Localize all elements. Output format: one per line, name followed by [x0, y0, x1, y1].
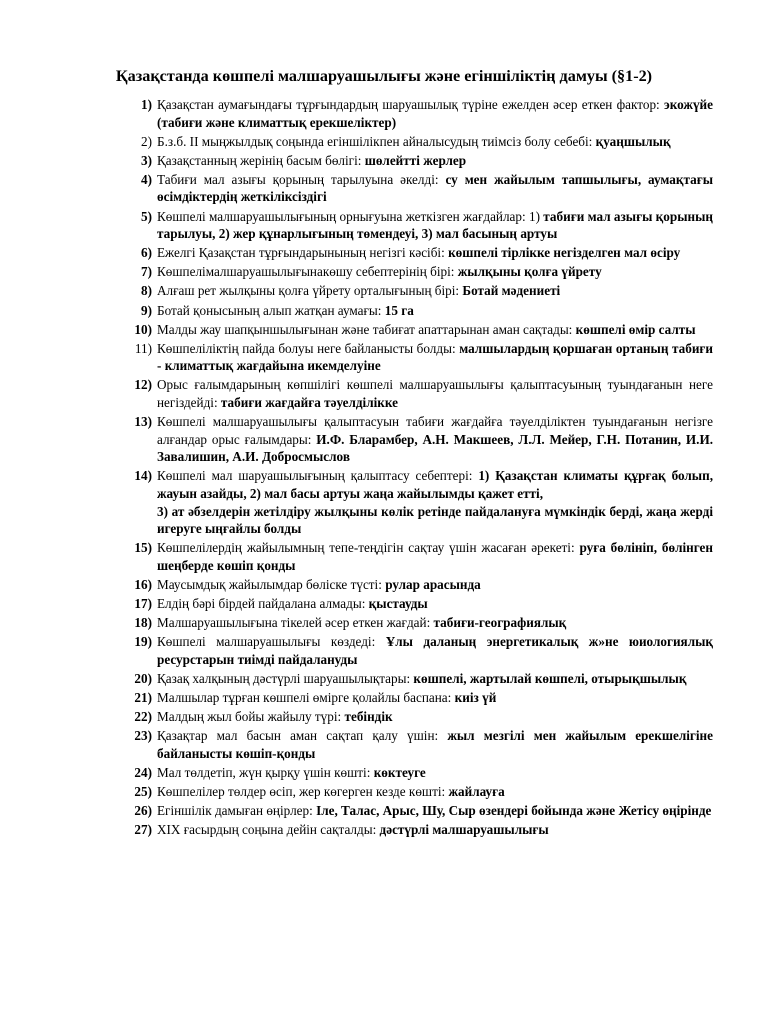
list-item	[0, 727, 713, 762]
question-text: Көшпелілердің жайылымның тепе-теңдігін сақтау үшін жасаған әрекеті:	[157, 540, 580, 556]
answer-text: жылқыны қолға үйрету	[457, 264, 602, 280]
answer-text: Ұлы даланың энергетикалық ж»не юиологиялық ресурстарын тиімді пайдалануды	[157, 634, 713, 667]
item-text	[157, 821, 713, 839]
item-text	[157, 152, 713, 170]
answer-text: жайлауға	[448, 783, 505, 799]
answer-text: көктеуге	[373, 764, 426, 780]
item-text	[157, 670, 713, 688]
item-number: 10)	[134, 321, 152, 337]
list-item	[0, 208, 713, 243]
item-number: 24)	[134, 764, 152, 780]
item-text	[157, 783, 713, 801]
list-item	[0, 821, 713, 839]
question-text: Көшпелі малшаруашылығының орнығуына жеткізген жағдайлар: 1)	[157, 208, 544, 224]
item-text	[157, 96, 713, 131]
question-text: Алғаш рет жылқыны қолға үйрету орталығының бірі:	[157, 283, 463, 299]
question-text: Қазақ халқының дәстүрлі шаруашылықтары:	[157, 670, 414, 686]
item-number: 9)	[141, 302, 152, 318]
item-text	[157, 576, 713, 594]
question-text: Ботай қонысының алып жатқан аумағы:	[157, 302, 385, 318]
item-number: 23)	[134, 728, 152, 744]
item-text	[157, 689, 713, 707]
item-text	[157, 171, 713, 206]
list-item	[0, 340, 713, 375]
list-item	[0, 764, 713, 782]
list-item	[0, 321, 713, 339]
question-text: Малдың жыл бойы жайылу түрі:	[157, 709, 345, 725]
item-number: 2)	[141, 133, 152, 149]
item-number: 26)	[134, 803, 152, 819]
list-item	[0, 467, 713, 537]
list-item	[0, 302, 713, 320]
item-number: 21)	[134, 690, 152, 705]
answer-text: көшпелі, жартылай көшпелі, отырықшылық	[413, 670, 687, 686]
item-text	[157, 321, 713, 339]
question-text: Б.з.б. II мыңжылдық соңында егіншілікпен айналысудың тиімсіз болу себебі:	[157, 133, 596, 149]
document-title: Қазақстанда көшпелі малшаруашылығы және егіншіліктің дамуы (§1-2)	[115, 67, 653, 85]
item-number: 25)	[134, 783, 152, 799]
question-text: Малды жау шапқыншылығынан және табиғат апаттарынан аман сақтады:	[157, 321, 576, 337]
list-item	[0, 413, 713, 466]
item-text	[157, 614, 713, 632]
item-text	[157, 727, 713, 762]
answer-text: тебіндік	[344, 709, 393, 725]
question-text: Көшпелі малшаруашылығы қалыптасуын табиғи жағдайға тәуелділіктен туындағанын негізге алғандар орыс ғалымдары:	[157, 414, 713, 447]
item-number: 16)	[134, 576, 152, 592]
answer-text: киіз үй	[454, 690, 497, 705]
answer-text: дәстүрлі малшаруашылығы	[379, 822, 549, 838]
answer-text: көшпелі тірлікке негізделген мал өсіру	[448, 245, 681, 261]
list-item	[0, 783, 713, 801]
answer-text: табиғи жағдайға тәуелділікке	[220, 395, 399, 410]
answer-text: 1) Қазақстан климаты құрғақ болып, жауын азайды, 2) мал басы артуы жаңа жайылымды қажет етті,	[157, 468, 714, 501]
item-text	[157, 340, 713, 375]
answer-text: көшпелі өмір салты	[575, 321, 696, 337]
item-number: 17)	[134, 596, 152, 612]
item-text	[157, 208, 713, 243]
list-item	[0, 376, 713, 411]
item-number: 18)	[134, 615, 152, 631]
list-item	[0, 689, 713, 707]
answer-text: қуаңшылық	[595, 133, 671, 149]
item-text	[157, 263, 713, 281]
item-number: 8)	[141, 283, 152, 299]
item-number: 12)	[134, 377, 152, 393]
question-text: Қазақстанның жерінің басым бөлігі:	[157, 152, 365, 168]
item-text	[157, 302, 713, 320]
item-number: 11)	[134, 340, 152, 356]
answer-text: руға бөлініп, бөлінген шеңберде көшіп қонды	[157, 540, 713, 573]
item-text	[157, 595, 713, 613]
question-text: Мал төлдетіп, жүн қырқу үшін көшті:	[157, 764, 374, 780]
answer-text: су мен жайылым тапшылығы, аумақтағы өсімдіктердің жеткіліксіздігі	[157, 171, 713, 205]
answer-text: И.Ф. Бларамбер, А.Н. Макшеев, Л.Л. Мейер, Г.Н. Потанин, И.И. Завалишин, А.И. Добросмыслов	[157, 431, 714, 465]
item-text	[157, 376, 713, 411]
answer-text: шөлейтті жерлер	[364, 152, 467, 168]
question-text: Көшпелілер төлдер өсіп, жер көгерген кезде көшті:	[157, 783, 449, 799]
item-text	[157, 413, 713, 466]
answer-text: 3) ат әбзелдерін жетілдіру жылқыны көлік ретінде пайдалануға мүмкіндік берді, жаңа жерді игеруге ыңғайлы болды	[157, 503, 713, 537]
item-number: 15)	[134, 540, 152, 556]
list-item	[0, 614, 713, 632]
item-text	[157, 764, 713, 782]
item-number: 1)	[141, 97, 152, 112]
item-number: 27)	[134, 822, 152, 838]
item-number: 14)	[134, 468, 152, 484]
item-text	[157, 633, 713, 668]
answer-text: Ботай мәдениеті	[462, 283, 561, 299]
question-text: Қазақстан аумағындағы тұрғындардың шаруашылық түріне ежелден әсер еткен фактор:	[157, 97, 664, 112]
answer-text: Іле, Талас, Арыс, Шу, Сыр өзендері бойында және Жетісу өңірінде	[316, 803, 712, 819]
item-text	[157, 282, 713, 300]
list-item	[0, 282, 713, 300]
item-number: 7)	[141, 264, 152, 280]
list-item	[0, 263, 713, 281]
answer-text: қыстауды	[368, 596, 428, 612]
item-number: 4)	[141, 171, 152, 187]
item-number: 3)	[141, 152, 152, 168]
item-number: 19)	[134, 634, 152, 650]
question-text: Ежелгі Қазақстан тұрғындарынының негізгі кәсібі:	[157, 245, 449, 261]
question-text: Көшпелі малшаруашылығы көздеді:	[157, 634, 386, 650]
item-text	[157, 539, 713, 574]
answer-text: 15 га	[384, 302, 414, 318]
question-text: Орыс ғалымдарының көпшілігі көшпелі малшаруашылығы қалыптасуының туындағанын неге негіздейді:	[157, 377, 713, 410]
item-text	[157, 467, 713, 502]
list-item	[0, 670, 713, 688]
answer-continuation	[157, 503, 713, 538]
list-item	[0, 96, 713, 131]
item-text	[157, 244, 713, 262]
item-number: 13)	[134, 414, 152, 430]
question-text: Қазақтар мал басын аман сақтап қалу үшін:	[157, 728, 448, 744]
list-item	[0, 133, 713, 151]
question-text: ХІХ ғасырдың соңына дейін сақталды:	[157, 822, 380, 838]
question-text: Малшылар тұрған көшпелі өмірге қолайлы баспана:	[157, 690, 455, 705]
list-item	[0, 152, 713, 170]
list-item	[0, 708, 713, 726]
item-text	[157, 133, 713, 151]
question-text: Егіншілік дамыған өңірлер:	[157, 803, 317, 819]
item-number: 6)	[141, 245, 152, 261]
item-number: 5)	[141, 208, 152, 224]
item-number: 22)	[134, 709, 152, 725]
question-text: Көшпеліліктің пайда болуы неге байланысты болды:	[157, 340, 460, 356]
question-text: Көшпелі мал шаруашылығының қалыптасу себептері:	[157, 468, 479, 484]
list-item	[0, 595, 713, 613]
list-item	[0, 244, 713, 262]
answer-text: малшылардың қоршаған ортаның табиғи - климаттық жағдайына икемделуіне	[157, 340, 714, 374]
question-list	[0, 96, 768, 840]
answer-text: табиғи-географиялық	[433, 615, 567, 631]
question-text: Елдің бәрі бірдей пайдалана алмады:	[157, 596, 369, 612]
question-text: Малшаруашылығына тікелей әсер еткен жағдай:	[157, 615, 434, 631]
question-text: Маусымдық жайылымдар бөліске түсті:	[157, 576, 386, 592]
list-item	[0, 802, 713, 820]
question-text: Табиғи мал азығы қорының тарылуына әкелді:	[157, 171, 446, 187]
question-text: Көшпелімалшаруашылығынакөшу себептерінің бірі:	[157, 264, 458, 280]
answer-text: рулар арасында	[385, 576, 481, 592]
list-item	[0, 539, 713, 574]
list-item	[0, 576, 713, 594]
answer-text: табиғи мал азығы қорының тарылуы, 2) жер құнарлығының төмендеуі, 3) мал басының артуы	[157, 208, 714, 242]
list-item	[0, 171, 713, 206]
item-number: 20)	[134, 670, 152, 686]
item-text	[157, 708, 713, 726]
list-item	[0, 633, 713, 668]
answer-text: жыл мезгілі мен жайылым ерекшелігіне байланысты көшіп-қонды	[157, 728, 713, 761]
answer-text: экожүйе (табиғи және климаттық ерекшеліктер)	[157, 97, 713, 130]
item-text	[157, 802, 713, 820]
